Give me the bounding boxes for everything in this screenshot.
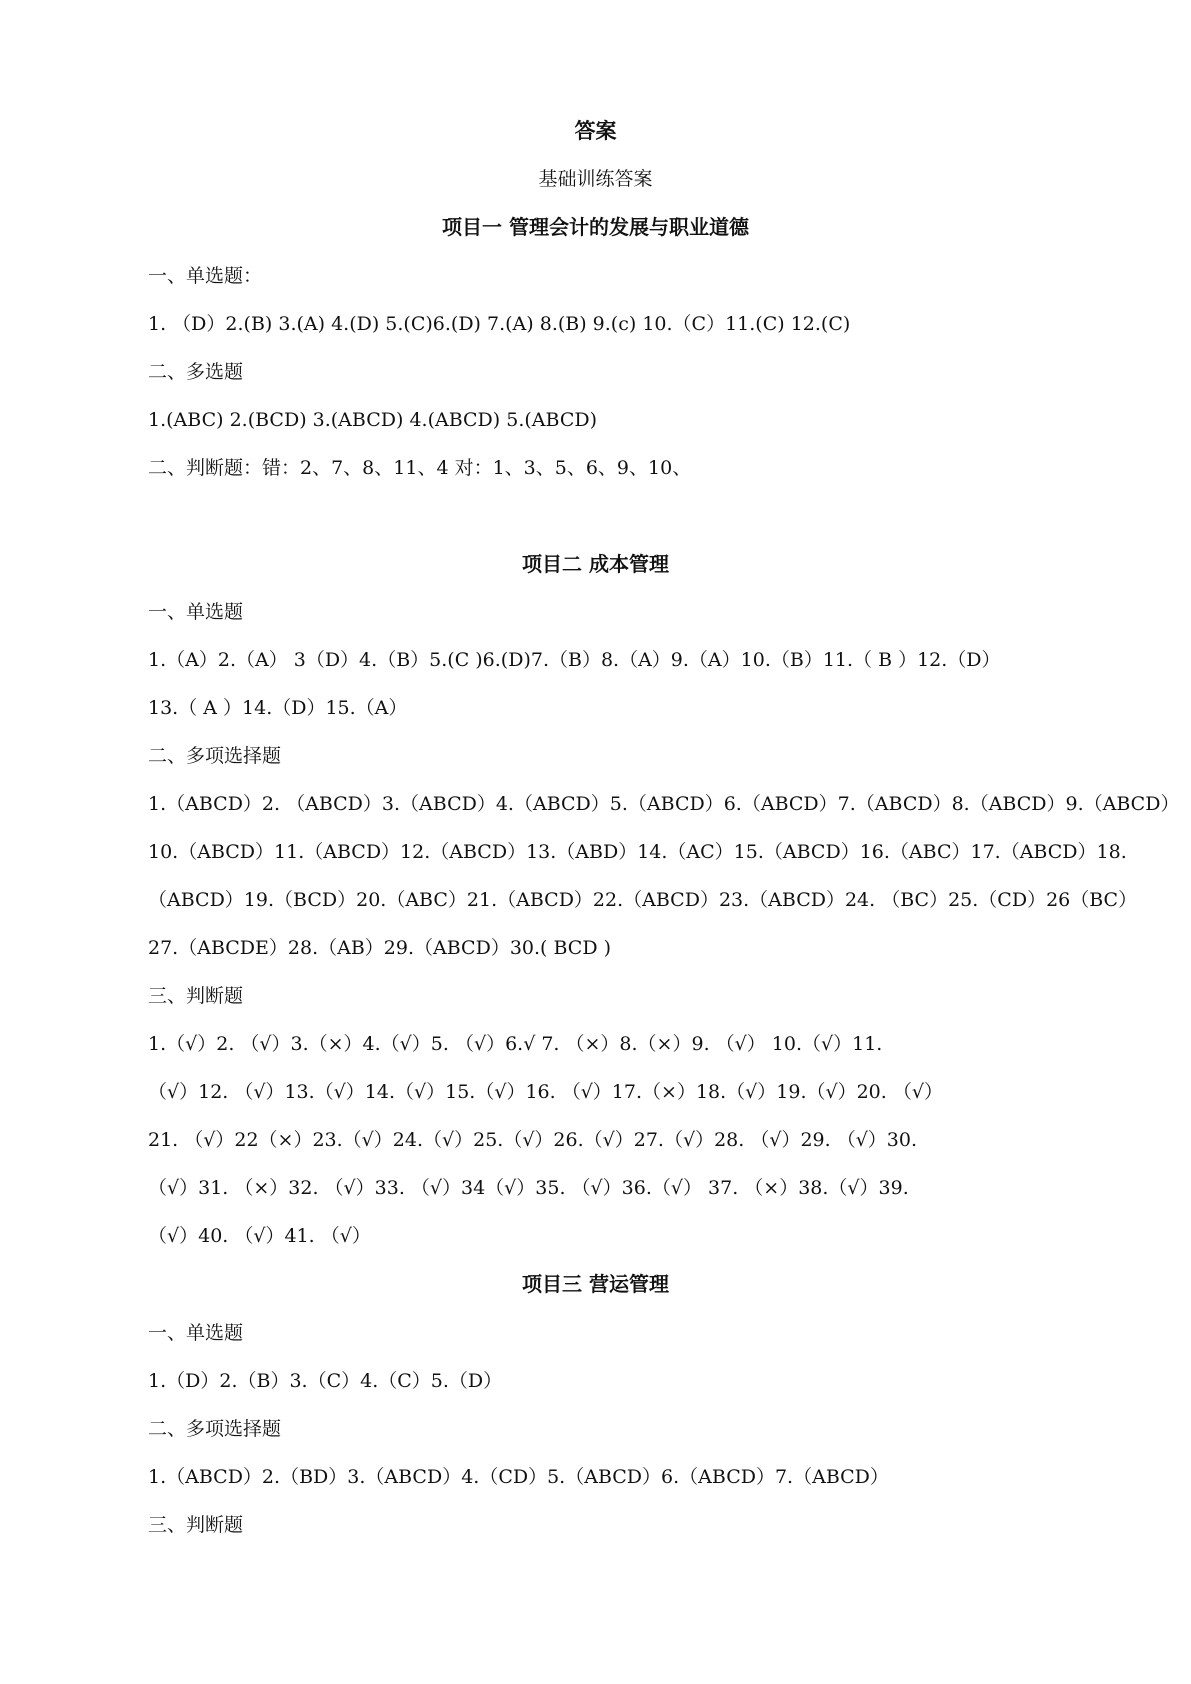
project2-judgement-label: 三、判断题 <box>148 985 244 1007</box>
project1-multi-choice-label: 二、多选题 <box>148 361 244 383</box>
project3-judgement-label: 三、判断题 <box>148 1514 244 1536</box>
project2-multi-choice-line: 27.（ABCDE）28.（AB）29.（ABCD）30.( BCD ) <box>148 937 612 959</box>
project2-judgement-line: 1.（√）2. （√）3.（×）4.（√）5. （√）6.√ 7. （×）8.（×）9. （√） 10.（√）11. <box>148 1033 883 1055</box>
project2-judgement-line: （√）31. （×）32. （√）33. （√）34（√）35. （√）36.（√） 37. （×）38.（√）39. <box>148 1177 909 1199</box>
project1-single-choice-label: 一、单选题： <box>148 265 263 287</box>
project3-single-choice-answers: 1.（D）2.（B）3.（C）4.（C）5.（D） <box>148 1370 503 1392</box>
project1-judgement: 二、判断题：错：2、7、8、11、4 对：1、3、5、6、9、10、 <box>148 457 692 479</box>
project2-single-choice-line: 1.（A）2.（A） 3（D）4.（B）5.(C )6.(D)7.（B）8.（A）9.（A）10.（B）11.（ B ）12.（D） <box>148 649 1001 671</box>
project3-multi-choice-answers: 1.（ABCD）2.（BD）3.（ABCD）4.（CD）5.（ABCD）6.（ABCD）7.（ABCD） <box>148 1466 889 1488</box>
project3-multi-choice-label: 二、多项选择题 <box>148 1418 282 1440</box>
project2-judgement-line: （√）40. （√）41. （√） <box>148 1225 371 1247</box>
project2-single-choice-line: 13.（ A ）14.（D）15.（A） <box>148 697 408 719</box>
project2-heading: 项目二 成本管理 <box>522 552 669 576</box>
project2-multi-choice-line: 1.（ABCD）2. （ABCD）3.（ABCD）4.（ABCD）5.（ABCD）6.（ABCD）7.（ABCD）8.（ABCD）9.（ABCD） <box>148 793 1180 815</box>
project1-heading: 项目一 管理会计的发展与职业道德 <box>442 215 749 239</box>
page-subtitle: 基础训练答案 <box>538 168 653 190</box>
project2-judgement-line: 21. （√）22（×）23.（√）24.（√）25.（√）26.（√）27.（√）28. （√）29. （√）30. <box>148 1129 918 1151</box>
project2-single-choice-label: 一、单选题 <box>148 601 244 623</box>
page-title: 答案 <box>574 119 617 143</box>
project1-single-choice-answers: 1. （D）2.(B) 3.(A) 4.(D) 5.(C)6.(D) 7.(A) 8.(B) 9.(c) 10.（C）11.(C) 12.(C) <box>148 313 851 335</box>
project2-judgement-line: （√）12. （√）13.（√）14.（√）15.（√）16. （√）17.（×）18.（√）19.（√）20. （√） <box>148 1081 943 1103</box>
project3-heading: 项目三 营运管理 <box>522 1272 669 1296</box>
project2-multi-choice-label: 二、多项选择题 <box>148 745 282 767</box>
project1-multi-choice-answers: 1.(ABC) 2.(BCD) 3.(ABCD) 4.(ABCD) 5.(ABCD) <box>148 409 598 431</box>
project3-single-choice-label: 一、单选题 <box>148 1322 244 1344</box>
project2-multi-choice-line: 10.（ABCD）11.（ABCD）12.（ABCD）13.（ABD）14.（AC）15.（ABCD）16.（ABC）17.（ABCD）18. <box>148 841 1127 863</box>
project2-multi-choice-line: （ABCD）19.（BCD）20.（ABC）21.（ABCD）22.（ABCD）23.（ABCD）24. （BC）25.（CD）26（BC） <box>148 889 1138 911</box>
